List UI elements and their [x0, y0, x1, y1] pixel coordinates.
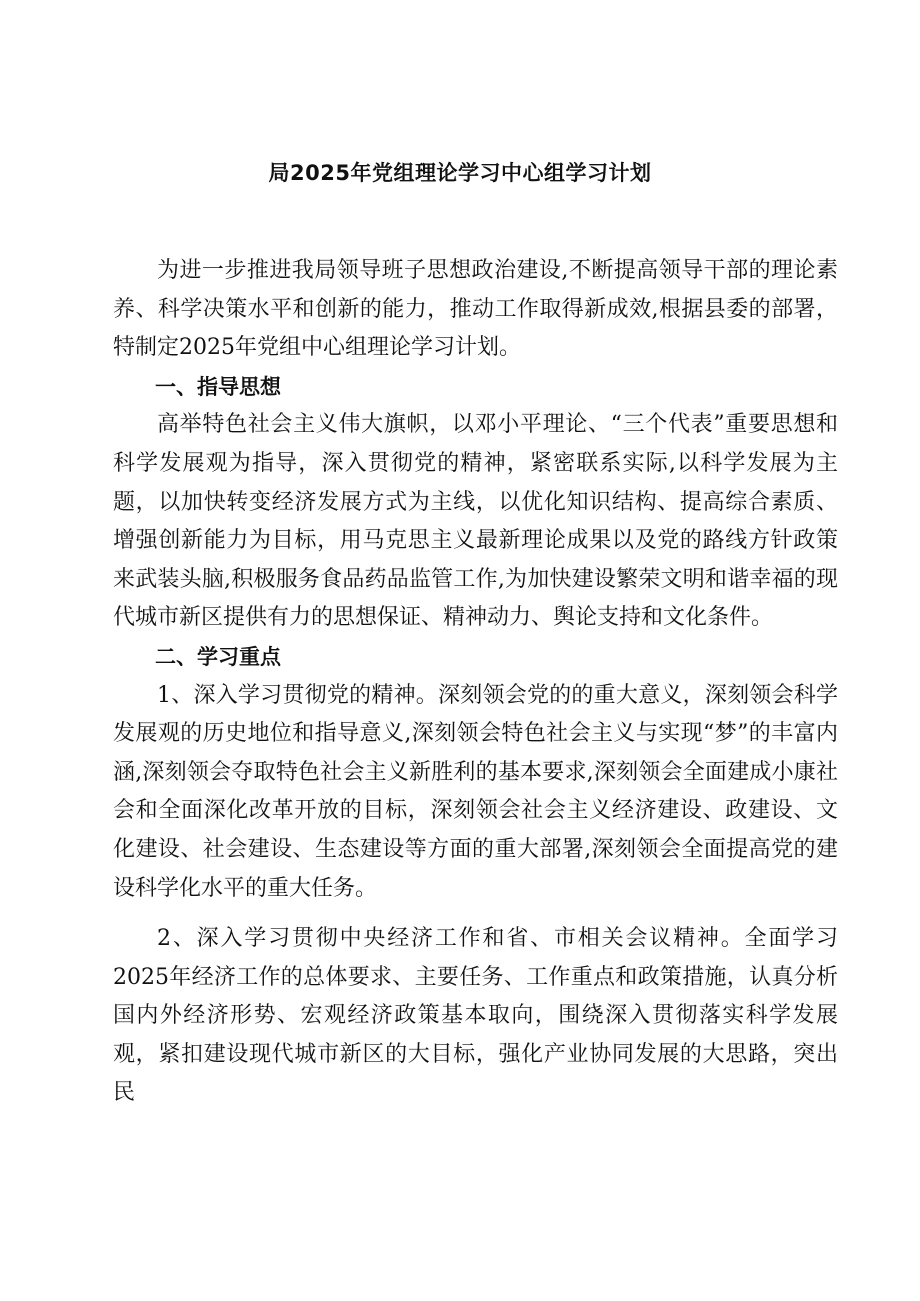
document-title: 局2025年党组理论学习中心组学习计划	[268, 161, 652, 185]
intro-paragraph: 为进一步推进我局领导班子思想政治建设,不断提高领导干部的理论素养、科学决策水平和创新的能力，推动工作取得新成效,根据县委的部署，特制定2025年党组中心组理论学习计划。	[113, 258, 838, 361]
section-heading-study-focus: 二、学习重点	[155, 644, 281, 669]
study-focus-item-2: 2、深入学习贯彻中央经济工作和省、市相关会议精神。全面学习2025年经济工作的总体要求、主要任务、工作重点和政策措施，认真分析国内外经济形势、宏观经济政策基本取向，围绕深入贯彻落实科学发展观，紧扣建设现代城市新区的大目标，强化产业协同发展的大思路，突出民	[113, 926, 838, 1106]
guiding-ideology-paragraph: 高举特色社会主义伟大旗帜，以邓小平理论、“三个代表”重要思想和科学发展观为指导，深入贯彻党的精神，紧密联系实际,以科学发展为主题，以加快转变经济发展方式为主线，以优化知识结构、提高综合素质、增强创新能力为目标，用马克思主义最新理论成果以及党的路线方针政策来武装头脑,积极服务食品药品监管工作,为加快建设繁荣文明和谐幸福的现代城市新区提供有力的思想保证、精神动力、舆论支持和文化条件。	[113, 412, 838, 631]
document-body	[113, 252, 838, 1113]
section-heading-guiding-ideology: 一、指导思想	[155, 374, 281, 399]
study-focus-item-1: 1、深入学习贯彻党的精神。深刻领会党的的重大意义，深刻领会科学发展观的历史地位和指导意义,深刻领会特色社会主义与实现“梦”的丰富内涵,深刻领会夺取特色社会主义新胜利的基本要求,深刻领会全面建成小康社会和全面深化改革开放的目标，深刻领会社会主义经济建设、政建设、文化建设、社会建设、生态建设等方面的重大部署,深刻领会全面提高党的建设科学化水平的重大任务。	[113, 682, 838, 901]
